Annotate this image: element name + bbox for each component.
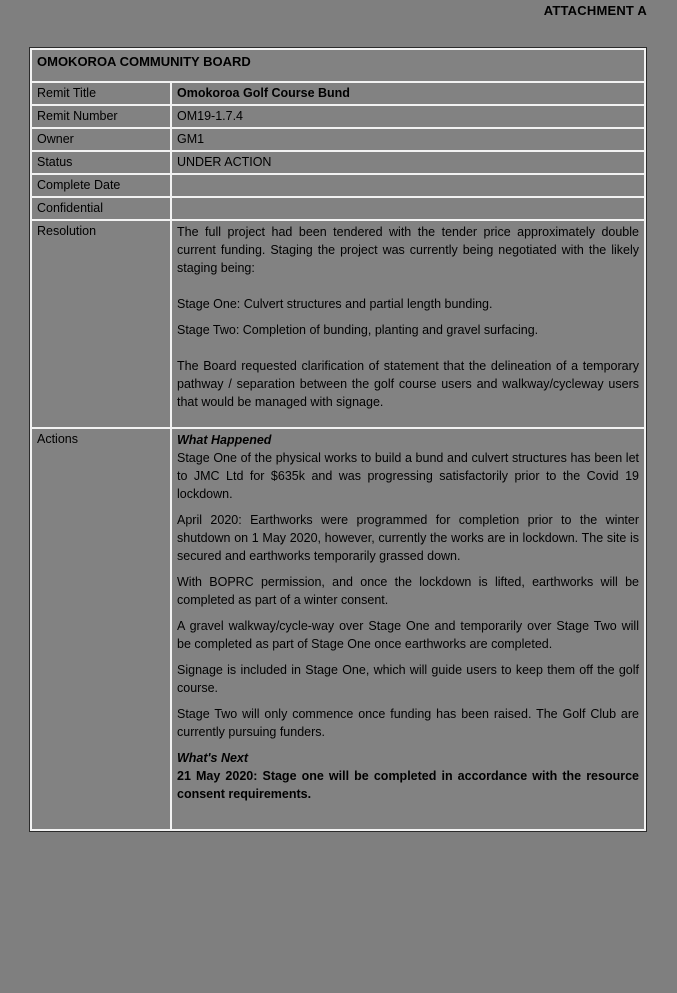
row-value (172, 198, 644, 219)
row-label: Status (32, 152, 170, 173)
row-value status-value: UNDER ACTION (172, 152, 644, 173)
resolution-paragraph: The full project had been tendered with the tender price approximately double current funding. Staging the project was currently being negotiated with the likely staging being: (177, 225, 639, 275)
actions-paragraph: April 2020: Earthworks were programmed for completion prior to the winter shutdown on 1 May 2020, however, currently the works are in lockdown. The site is secured and earthworks temporarily grassed down. (177, 513, 639, 563)
row-value: GM1 (172, 129, 644, 150)
actions-cell (172, 429, 644, 829)
board-title: OMOKOROA COMMUNITY BOARD (32, 50, 644, 81)
actions-paragraph: Stage One of the physical works to build a bund and culvert structures has been let to JMC Ltd for $635k and was progressing satisfactorily prior to the Covid 19 lockdown. (177, 451, 639, 501)
row-value: OM19-1.7.4 (172, 106, 644, 127)
row-label: Owner (32, 129, 170, 150)
table-row-status (32, 152, 644, 173)
whats-next-heading: What's Next (177, 751, 249, 765)
what-happened-heading: What Happened (177, 433, 272, 447)
resolution-cell (172, 221, 644, 427)
row-label: Resolution (32, 221, 170, 427)
attachment-label: ATTACHMENT A (543, 3, 647, 18)
resolution-paragraph: Stage One: Culvert structures and partial length bunding. (177, 297, 493, 311)
whats-next-text: 21 May 2020: Stage one will be completed in accordance with the resource consent requirements. (177, 769, 639, 801)
table-row-remit-number (32, 106, 644, 127)
blank-line (177, 347, 639, 357)
table-row-actions (32, 429, 644, 829)
row-label: Complete Date (32, 175, 170, 196)
table-row-complete-date (32, 175, 644, 196)
resolution-paragraph: Stage Two: Completion of bunding, planting and gravel surfacing. (177, 323, 539, 337)
resolution-paragraph: The Board requested clarification of statement that the delineation of a temporary pathway / separation between the golf course users and walkway/cycleway users that would be managed with signage. (177, 359, 639, 409)
table-row-confidential (32, 198, 644, 219)
table-title-row (32, 50, 644, 81)
actions-paragraph: Signage is included in Stage One, which will guide users to keep them off the golf course. (177, 663, 639, 695)
row-label: Remit Number (32, 106, 170, 127)
table-row-resolution (32, 221, 644, 427)
row-value (172, 175, 644, 196)
actions-paragraph: With BOPRC permission, and once the lockdown is lifted, earthworks will be completed as part of a winter consent. (177, 575, 639, 607)
remit-table (29, 47, 647, 832)
row-label: Confidential (32, 198, 170, 219)
blank-line (177, 285, 639, 295)
table-row-remit-title (32, 83, 644, 104)
table-row-owner (32, 129, 644, 150)
row-value: Omokoroa Golf Course Bund (172, 83, 644, 104)
actions-paragraph: Stage Two will only commence once funding has been raised. The Golf Club are currently pursuing funders. (177, 707, 639, 739)
row-label: Remit Title (32, 83, 170, 104)
row-label: Actions (32, 429, 170, 829)
actions-paragraph: A gravel walkway/cycle-way over Stage One and temporarily over Stage Two will be completed as part of Stage One once earthworks are completed. (177, 619, 639, 651)
